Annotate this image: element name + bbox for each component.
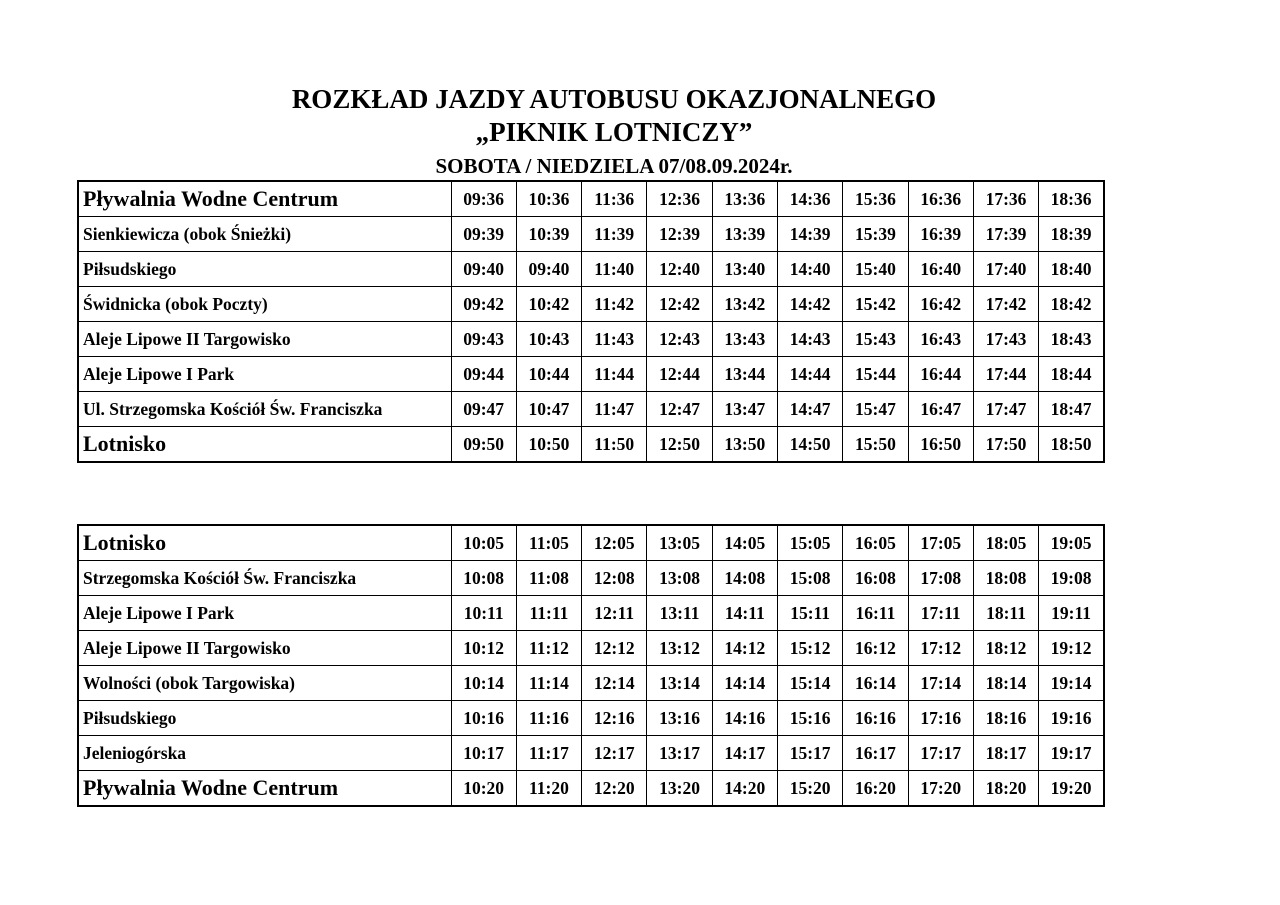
departure-time: 18:47 [1039, 392, 1104, 427]
schedule-date: SOBOTA / NIEDZIELA 07/08.09.2024r. [435, 154, 793, 178]
departure-time: 13:14 [647, 666, 712, 701]
departure-time: 13:44 [712, 357, 777, 392]
departure-time: 15:11 [777, 596, 842, 631]
departure-time: 14:12 [712, 631, 777, 666]
stop-name: Aleje Lipowe I Park [78, 357, 451, 392]
timetable-row [78, 561, 1104, 596]
departure-time: 18:12 [973, 631, 1038, 666]
departure-time: 12:17 [582, 736, 647, 771]
departure-time: 17:20 [908, 771, 973, 807]
departure-time: 10:12 [451, 631, 516, 666]
departure-time: 18:05 [973, 525, 1038, 561]
departure-time: 15:16 [777, 701, 842, 736]
departure-time: 16:20 [843, 771, 908, 807]
departure-time: 18:40 [1039, 252, 1104, 287]
departure-time: 11:43 [582, 322, 647, 357]
departure-time: 18:44 [1039, 357, 1104, 392]
departure-time: 09:36 [451, 181, 516, 217]
timetable-row [78, 357, 1104, 392]
departure-time: 13:39 [712, 217, 777, 252]
departure-time: 15:47 [843, 392, 908, 427]
departure-time: 17:43 [973, 322, 1038, 357]
departure-time: 14:36 [777, 181, 842, 217]
stop-name: Sienkiewicza (obok Śnieżki) [78, 217, 451, 252]
timetable-row [78, 287, 1104, 322]
departure-time: 18:42 [1039, 287, 1104, 322]
departure-time: 10:17 [451, 736, 516, 771]
departure-time: 16:16 [843, 701, 908, 736]
stop-name: Aleje Lipowe I Park [78, 596, 451, 631]
departure-time: 10:20 [451, 771, 516, 807]
departure-time: 18:50 [1039, 427, 1104, 463]
departure-time: 12:20 [582, 771, 647, 807]
departure-time: 17:14 [908, 666, 973, 701]
departure-time: 13:17 [647, 736, 712, 771]
departure-time: 17:39 [973, 217, 1038, 252]
timetable-row [78, 525, 1104, 561]
departure-time: 13:11 [647, 596, 712, 631]
departure-time: 19:08 [1039, 561, 1104, 596]
departure-time: 12:36 [647, 181, 712, 217]
stop-name: Świdnicka (obok Poczty) [78, 287, 451, 322]
departure-time: 19:16 [1039, 701, 1104, 736]
departure-time: 12:05 [582, 525, 647, 561]
departure-time: 16:47 [908, 392, 973, 427]
departure-time: 16:17 [843, 736, 908, 771]
departure-time: 15:36 [843, 181, 908, 217]
departure-time: 19:20 [1039, 771, 1104, 807]
departure-time: 09:39 [451, 217, 516, 252]
departure-time: 14:16 [712, 701, 777, 736]
departure-time: 13:08 [647, 561, 712, 596]
departure-time: 11:47 [582, 392, 647, 427]
departure-time: 11:08 [516, 561, 581, 596]
event-name: „PIKNIK LOTNICZY” [475, 117, 753, 147]
stop-name: Piłsudskiego [78, 252, 451, 287]
departure-time: 10:08 [451, 561, 516, 596]
departure-time: 15:20 [777, 771, 842, 807]
stop-name: Aleje Lipowe II Targowisko [78, 322, 451, 357]
departure-time: 10:42 [516, 287, 581, 322]
document-title: ROZKŁAD JAZDY AUTOBUSU OKAZJONALNEGO [291, 84, 937, 114]
departure-time: 19:11 [1039, 596, 1104, 631]
departure-time: 14:40 [777, 252, 842, 287]
timetable-row [78, 631, 1104, 666]
departure-time: 11:42 [582, 287, 647, 322]
return-timetable [77, 524, 1105, 807]
stop-name: Piłsudskiego [78, 701, 451, 736]
departure-time: 17:47 [973, 392, 1038, 427]
timetable-row [78, 736, 1104, 771]
departure-time: 16:14 [843, 666, 908, 701]
departure-time: 14:05 [712, 525, 777, 561]
stop-name: Lotnisko [78, 525, 451, 561]
departure-time: 19:14 [1039, 666, 1104, 701]
departure-time: 12:40 [647, 252, 712, 287]
stop-name: Aleje Lipowe II Targowisko [78, 631, 451, 666]
departure-time: 15:44 [843, 357, 908, 392]
departure-time: 09:47 [451, 392, 516, 427]
departure-time: 17:12 [908, 631, 973, 666]
departure-time: 16:50 [908, 427, 973, 463]
departure-time: 13:20 [647, 771, 712, 807]
departure-time: 18:36 [1039, 181, 1104, 217]
departure-time: 17:17 [908, 736, 973, 771]
departure-time: 12:08 [582, 561, 647, 596]
departure-time: 11:11 [516, 596, 581, 631]
timetable-row [78, 252, 1104, 287]
timetable-row [78, 427, 1104, 463]
departure-time: 14:17 [712, 736, 777, 771]
departure-time: 18:14 [973, 666, 1038, 701]
departure-time: 11:17 [516, 736, 581, 771]
stop-name: Ul. Strzegomska Kościół Św. Franciszka [78, 392, 451, 427]
timetable-row [78, 771, 1104, 807]
departure-time: 13:16 [647, 701, 712, 736]
timetable-row [78, 596, 1104, 631]
departure-time: 16:08 [843, 561, 908, 596]
stop-name: Pływalnia Wodne Centrum [78, 771, 451, 807]
departure-time: 18:17 [973, 736, 1038, 771]
departure-time: 09:42 [451, 287, 516, 322]
departure-time: 12:50 [647, 427, 712, 463]
departure-time: 09:50 [451, 427, 516, 463]
departure-time: 16:12 [843, 631, 908, 666]
departure-time: 17:42 [973, 287, 1038, 322]
departure-time: 11:50 [582, 427, 647, 463]
departure-time: 15:40 [843, 252, 908, 287]
departure-time: 14:20 [712, 771, 777, 807]
departure-time: 15:50 [843, 427, 908, 463]
departure-time: 13:42 [712, 287, 777, 322]
departure-time: 15:43 [843, 322, 908, 357]
departure-time: 11:16 [516, 701, 581, 736]
departure-time: 09:44 [451, 357, 516, 392]
departure-time: 13:12 [647, 631, 712, 666]
stop-name: Jeleniogórska [78, 736, 451, 771]
departure-time: 17:36 [973, 181, 1038, 217]
departure-time: 16:40 [908, 252, 973, 287]
stop-name: Wolności (obok Targowiska) [78, 666, 451, 701]
departure-time: 13:50 [712, 427, 777, 463]
departure-time: 16:36 [908, 181, 973, 217]
departure-time: 13:47 [712, 392, 777, 427]
departure-time: 15:14 [777, 666, 842, 701]
stop-name: Pływalnia Wodne Centrum [78, 181, 451, 217]
departure-time: 10:11 [451, 596, 516, 631]
departure-time: 18:39 [1039, 217, 1104, 252]
departure-time: 14:14 [712, 666, 777, 701]
departure-time: 11:40 [582, 252, 647, 287]
departure-time: 15:05 [777, 525, 842, 561]
departure-time: 19:12 [1039, 631, 1104, 666]
departure-time: 11:14 [516, 666, 581, 701]
departure-time: 09:40 [516, 252, 581, 287]
departure-time: 15:42 [843, 287, 908, 322]
timetable-row [78, 701, 1104, 736]
departure-time: 17:08 [908, 561, 973, 596]
departure-time: 12:43 [647, 322, 712, 357]
departure-time: 12:47 [647, 392, 712, 427]
departure-time: 14:44 [777, 357, 842, 392]
departure-time: 17:16 [908, 701, 973, 736]
stop-name: Strzegomska Kościół Św. Franciszka [78, 561, 451, 596]
departure-time: 10:43 [516, 322, 581, 357]
departure-time: 15:08 [777, 561, 842, 596]
departure-time: 17:11 [908, 596, 973, 631]
timetable-row [78, 217, 1104, 252]
departure-time: 12:11 [582, 596, 647, 631]
departure-time: 11:44 [582, 357, 647, 392]
departure-time: 10:36 [516, 181, 581, 217]
departure-time: 14:11 [712, 596, 777, 631]
departure-time: 17:44 [973, 357, 1038, 392]
departure-time: 13:05 [647, 525, 712, 561]
departure-time: 14:50 [777, 427, 842, 463]
departure-time: 16:43 [908, 322, 973, 357]
departure-time: 11:39 [582, 217, 647, 252]
departure-time: 18:43 [1039, 322, 1104, 357]
departure-time: 13:43 [712, 322, 777, 357]
departure-time: 12:44 [647, 357, 712, 392]
departure-time: 10:14 [451, 666, 516, 701]
departure-time: 18:16 [973, 701, 1038, 736]
timetable-row [78, 392, 1104, 427]
departure-time: 10:50 [516, 427, 581, 463]
departure-time: 15:17 [777, 736, 842, 771]
departure-time: 17:50 [973, 427, 1038, 463]
departure-time: 12:12 [582, 631, 647, 666]
departure-time: 11:05 [516, 525, 581, 561]
departure-time: 16:39 [908, 217, 973, 252]
timetable-row [78, 322, 1104, 357]
departure-time: 11:36 [582, 181, 647, 217]
departure-time: 16:44 [908, 357, 973, 392]
departure-time: 19:05 [1039, 525, 1104, 561]
departure-time: 16:11 [843, 596, 908, 631]
departure-time: 10:16 [451, 701, 516, 736]
departure-time: 19:17 [1039, 736, 1104, 771]
departure-time: 13:36 [712, 181, 777, 217]
departure-time: 17:40 [973, 252, 1038, 287]
departure-time: 12:39 [647, 217, 712, 252]
departure-time: 10:05 [451, 525, 516, 561]
departure-time: 18:08 [973, 561, 1038, 596]
departure-time: 15:12 [777, 631, 842, 666]
departure-time: 11:12 [516, 631, 581, 666]
departure-time: 09:40 [451, 252, 516, 287]
departure-time: 18:20 [973, 771, 1038, 807]
timetable-row [78, 181, 1104, 217]
departure-time: 10:44 [516, 357, 581, 392]
departure-time: 12:16 [582, 701, 647, 736]
departure-time: 10:39 [516, 217, 581, 252]
departure-time: 17:05 [908, 525, 973, 561]
departure-time: 14:43 [777, 322, 842, 357]
departure-time: 13:40 [712, 252, 777, 287]
departure-time: 12:42 [647, 287, 712, 322]
departure-time: 11:20 [516, 771, 581, 807]
departure-time: 12:14 [582, 666, 647, 701]
departure-time: 14:08 [712, 561, 777, 596]
departure-time: 15:39 [843, 217, 908, 252]
departure-time: 09:43 [451, 322, 516, 357]
departure-time: 16:05 [843, 525, 908, 561]
departure-time: 16:42 [908, 287, 973, 322]
outbound-timetable [77, 180, 1105, 463]
timetable-row [78, 666, 1104, 701]
stop-name: Lotnisko [78, 427, 451, 463]
departure-time: 18:11 [973, 596, 1038, 631]
departure-time: 14:39 [777, 217, 842, 252]
departure-time: 14:42 [777, 287, 842, 322]
departure-time: 10:47 [516, 392, 581, 427]
departure-time: 14:47 [777, 392, 842, 427]
